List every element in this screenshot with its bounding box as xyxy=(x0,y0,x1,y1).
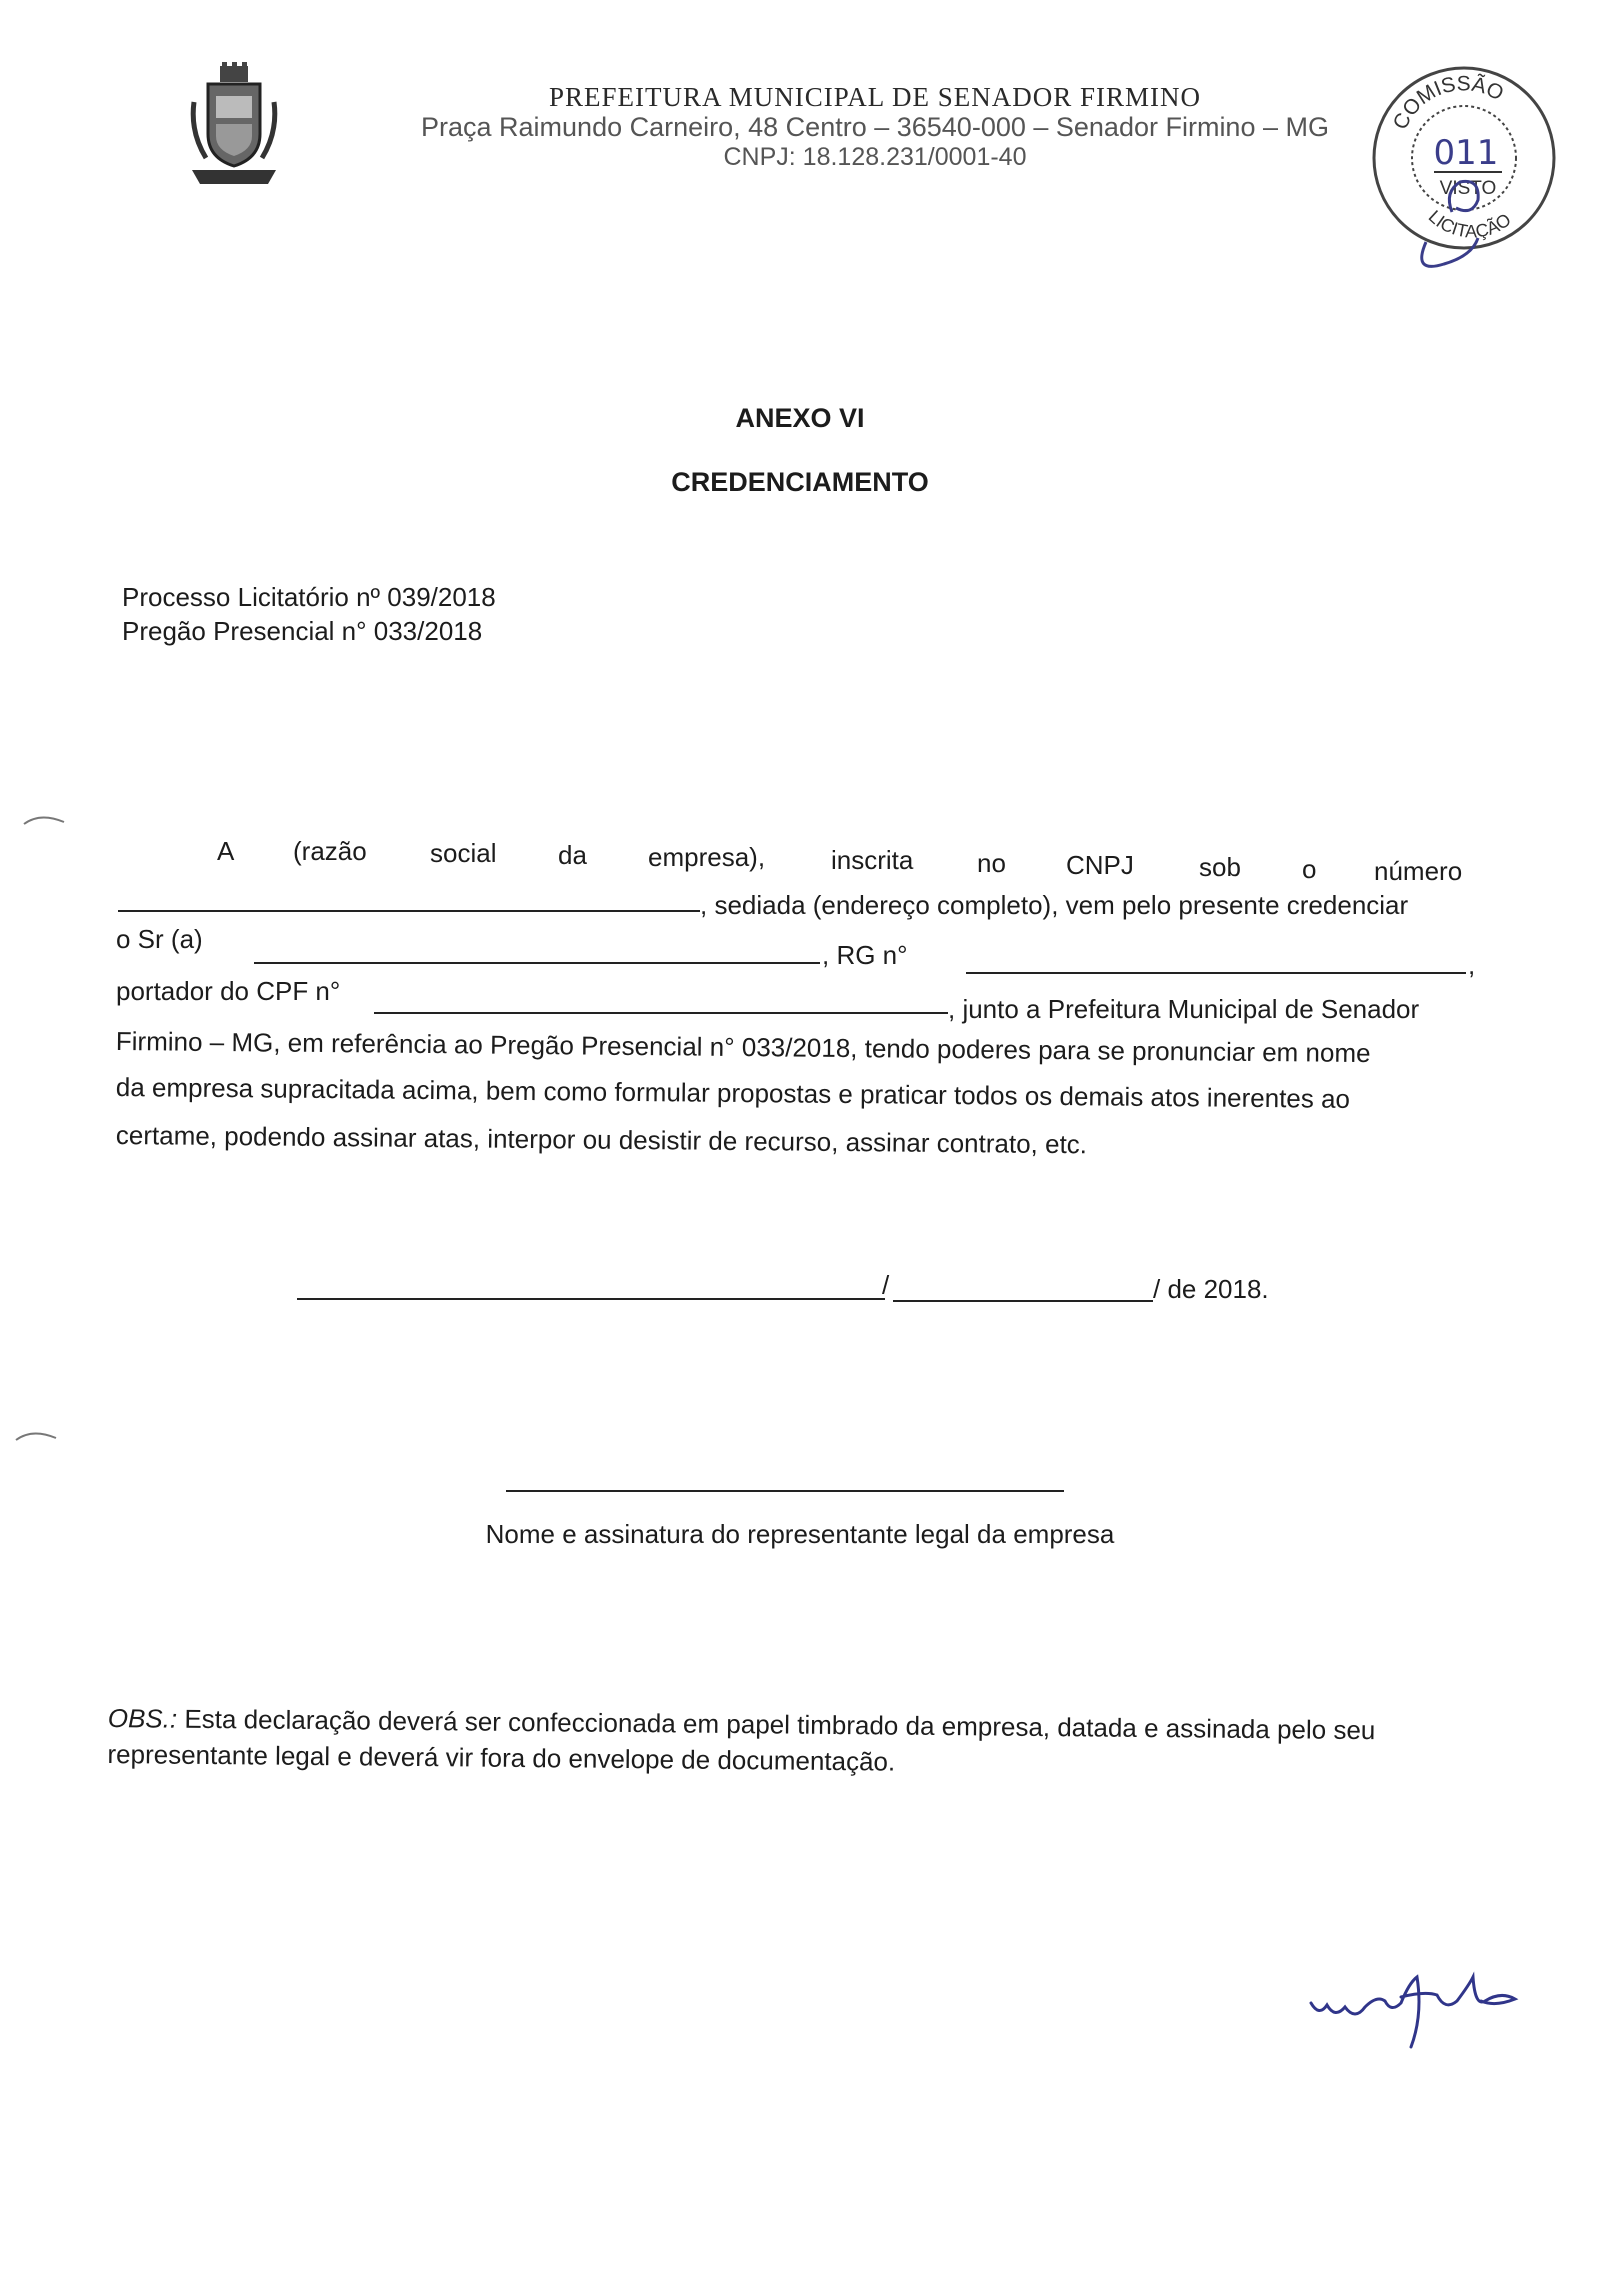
paragraph-word: da xyxy=(558,840,587,870)
header-cnpj: CNPJ: 18.128.231/0001-40 xyxy=(723,143,1027,171)
observation-note xyxy=(107,1700,1468,1785)
paragraph-word: número xyxy=(1374,856,1463,886)
rg-blank-line xyxy=(966,972,1466,974)
name-blank-line xyxy=(254,962,820,964)
paragraph-line-3-start: o Sr (a) xyxy=(116,924,203,954)
date-month-blank-line xyxy=(893,1300,1153,1302)
paragraph-word: empresa), xyxy=(648,842,766,872)
paragraph-line-2: , sediada (endereço completo), vem pelo presente credenciar xyxy=(700,890,1409,920)
paragraph-word: CNPJ xyxy=(1066,850,1134,880)
process-number: Processo Licitatório nº 039/2018 xyxy=(122,582,496,612)
paragraph-word: inscrita xyxy=(831,845,914,875)
paragraph-line-6: da empresa supracitada acima, bem como formular propostas e praticar todos os demais atos inerentes ao xyxy=(115,1072,1351,1114)
signature-line xyxy=(506,1490,1064,1492)
date-year: / de 2018. xyxy=(1153,1274,1269,1304)
pregao-number: Pregão Presencial n° 033/2018 xyxy=(122,616,483,646)
stamp-bottom-text: LICITAÇÃO xyxy=(1424,206,1515,242)
paragraph-word: (razão xyxy=(293,836,367,866)
paragraph-word: o xyxy=(1302,854,1317,884)
stamp-number: 011 xyxy=(1433,133,1499,173)
stamp-top-text: COMISSÃO xyxy=(1388,72,1508,134)
paragraph-line-4-end: , junto a Prefeitura Municipal de Senador xyxy=(948,994,1420,1024)
header-title: PREFEITURA MUNICIPAL DE SENADOR FIRMINO xyxy=(548,82,1202,112)
paragraph-word: no xyxy=(977,848,1006,878)
paragraph-line-5: Firmino – MG, em referência ao Pregão Presencial n° 033/2018, tendo poderes para se pronunciar em nome xyxy=(115,1026,1371,1069)
commission-stamp xyxy=(1360,52,1560,272)
cnpj-blank-line xyxy=(118,910,700,912)
document-heading: CREDENCIAMENTO xyxy=(671,467,929,497)
header-address: Praça Raimundo Carneiro, 48 Centro – 36540-000 – Senador Firmino – MG xyxy=(421,112,1329,142)
annex-title: ANEXO VI xyxy=(735,403,865,433)
municipal-coat-of-arms-icon xyxy=(188,62,280,192)
date-separator: / xyxy=(882,1270,890,1300)
paragraph-word: sob xyxy=(1199,852,1241,882)
paragraph-line-7: certame, podendo assinar atas, interpor ou desistir de recurso, assinar contrato, etc. xyxy=(115,1120,1088,1160)
margin-mark xyxy=(20,808,70,828)
paragraph-line-3-end: , xyxy=(1468,950,1476,980)
paragraph-line-3-rg: , RG n° xyxy=(822,940,908,970)
stamp-visto-text: VISTO xyxy=(1439,178,1497,199)
paragraph-word: social xyxy=(430,838,497,868)
observation-label: OBS.: xyxy=(107,1702,178,1734)
paragraph-word: A xyxy=(217,836,235,866)
paragraph-line-4-start: portador do CPF n° xyxy=(116,976,341,1006)
date-place-blank-line xyxy=(297,1298,885,1300)
signature-caption: Nome e assinatura do representante legal da empresa xyxy=(485,1519,1115,1549)
handwritten-initials xyxy=(1305,1955,1525,2065)
cpf-blank-line xyxy=(374,1012,948,1014)
observation-text: Esta declaração deverá ser confeccionada em papel timbrado da empresa, datada e assinada pelo seu representante legal e deverá vir fora do envelope de documentação. xyxy=(107,1703,1376,1777)
margin-mark xyxy=(12,1424,62,1444)
